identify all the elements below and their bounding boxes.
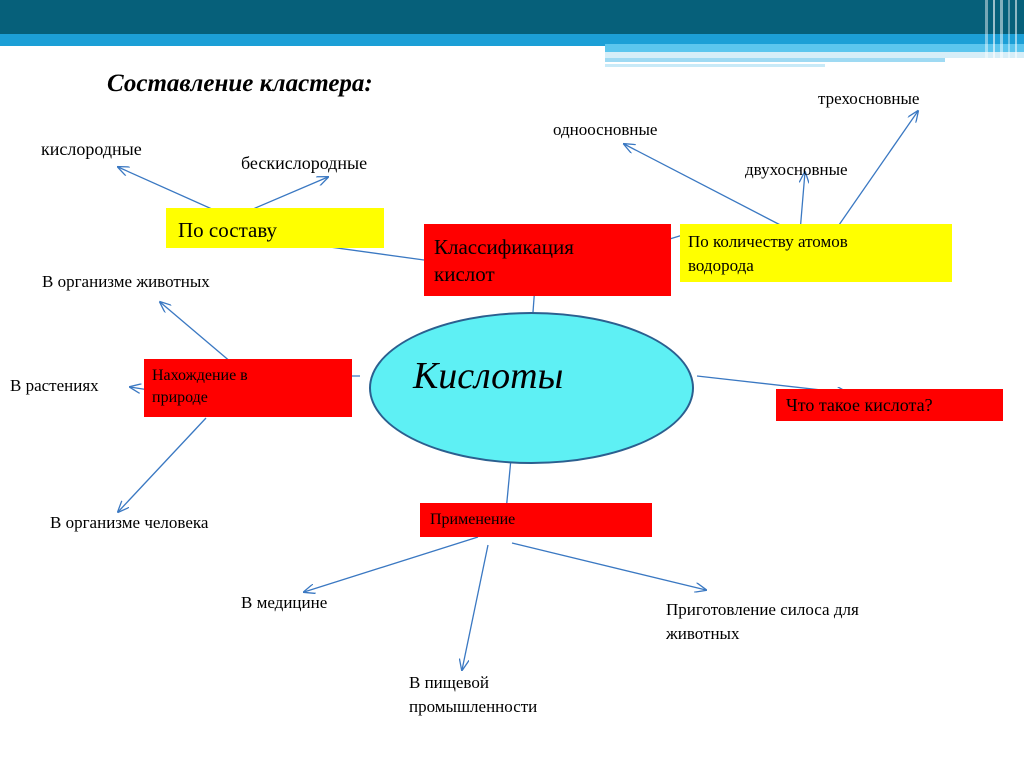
- leaf-monobasic: одноосновные: [553, 120, 658, 139]
- leaf-animals: В организме животных: [42, 272, 210, 291]
- node-composition-label: По составу: [178, 218, 278, 242]
- arrow-nature-to-animals: [160, 302, 232, 363]
- leaf-dibasic: двухосновные: [745, 160, 848, 179]
- leaf-food-line2: промышленности: [409, 697, 538, 716]
- node-definition: [776, 389, 1003, 421]
- node-nature: [144, 359, 352, 417]
- leaf-medicine: В медицине: [241, 593, 328, 612]
- node-definition-label: Что такое кислота?: [786, 395, 933, 415]
- node-hydrogen-count-line1: По количеству атомов: [688, 232, 848, 251]
- leaf-tribasic: трехосновные: [818, 89, 920, 108]
- node-classification-line1: Классификация: [434, 235, 574, 259]
- node-application-label: Применение: [430, 511, 516, 528]
- leaf-plants: В растениях: [10, 376, 99, 395]
- arrow-application-to-medicine: [304, 537, 478, 592]
- node-classification: [424, 224, 671, 296]
- leaf-oxygen: кислородные: [41, 139, 142, 159]
- arrow-application-to-food: [462, 545, 488, 670]
- leaf-silage-line2: животных: [666, 624, 740, 643]
- arrow-nature-to-human: [118, 418, 206, 512]
- node-composition: [166, 208, 384, 248]
- node-nature-line1: Нахождение в: [152, 367, 248, 384]
- leaf-human: В организме человека: [50, 513, 209, 532]
- leaf-oxygen-free: бескислородные: [241, 153, 368, 173]
- leaf-food-line1: В пищевой: [409, 673, 489, 692]
- node-hydrogen-count-line2: водорода: [688, 256, 754, 275]
- center-node-acids: [369, 312, 694, 464]
- node-classification-line2: кислот: [434, 262, 495, 286]
- slide-title: Составление кластера:: [107, 70, 373, 97]
- arrow-application-to-silage: [512, 543, 706, 590]
- node-hydrogen-count: [680, 224, 952, 282]
- node-application: [420, 503, 652, 537]
- arrow-hydrogen-to-monobasic: [624, 144, 790, 230]
- center-node-label: Кислоты: [413, 355, 564, 397]
- node-nature-line2: природе: [152, 389, 208, 406]
- leaf-silage-line1: Приготовление силоса для: [666, 600, 859, 619]
